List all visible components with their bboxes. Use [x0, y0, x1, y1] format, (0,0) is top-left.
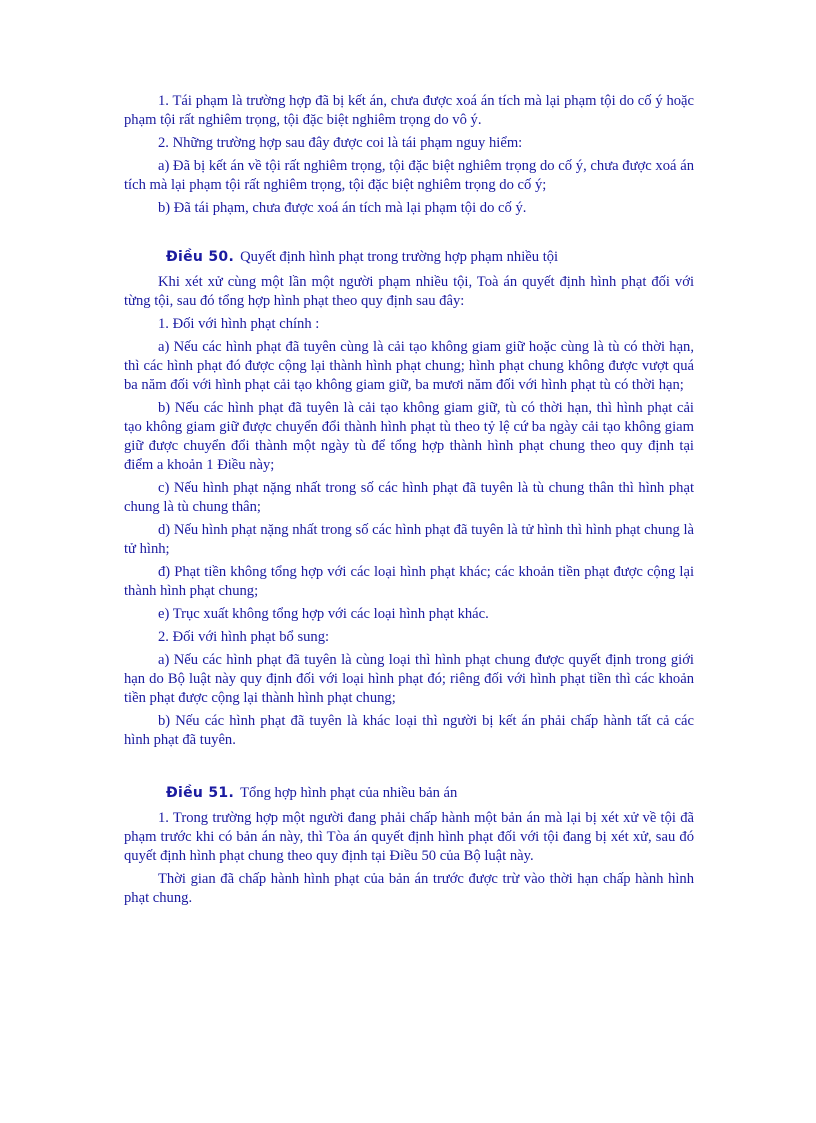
- article-heading-51: [124, 784, 694, 803]
- paragraph: e) Trục xuất không tổng hợp với các loại hình phạt khác.: [158, 606, 489, 622]
- paragraph: b) Nếu các hình phạt đã tuyên là khác loại thì người bị kết án phải chấp hành tất cả các hình phạt đã tuyên.: [124, 713, 694, 748]
- article-number: Điều 50.: [166, 249, 235, 265]
- paragraph: a) Nếu các hình phạt đã tuyên là cùng loại thì hình phạt chung được quyết định trong giới hạn do Bộ luật này quy định đối với loại hình phạt đó; riêng đối với hình phạt tiền thì các khoản tiền phạt được cộng lại thành hình phạt chung;: [124, 652, 694, 706]
- paragraph: 2. Những trường hợp sau đây được coi là tái phạm nguy hiểm:: [158, 135, 523, 151]
- paragraph: 1. Đối với hình phạt chính :: [158, 316, 320, 332]
- paragraph: 1. Tái phạm là trường hợp đã bị kết án, chưa được xoá án tích mà lại phạm tội do cố ý hoặc phạm tội rất nghiêm trọng, tội đặc biệt nghiêm trọng do vô ý.: [124, 93, 694, 128]
- paragraph: b) Đã tái phạm, chưa được xoá án tích mà lại phạm tội do cố ý.: [158, 200, 527, 216]
- paragraph: 1. Trong trường hợp một người đang phải chấp hành một bản án mà lại bị xét xử về tội đã phạm trước khi có bản án này, thì Tòa án quyết định hình phạt đối với tội đang bị xét xử, sau đó quyết định hình phạt chung theo quy định tại Điều 50 của Bộ luật này.: [124, 810, 694, 864]
- article-heading-50: [124, 248, 694, 267]
- paragraph: d) Nếu hình phạt nặng nhất trong số các hình phạt đã tuyên là tử hình thì hình phạt chung là tử hình;: [124, 522, 694, 557]
- paragraph: a) Nếu các hình phạt đã tuyên cùng là cải tạo không giam giữ hoặc cùng là tù có thời hạn, thì các hình phạt đó được cộng lại thành hình phạt chung; hình phạt chung không được vượt quá ba năm đối với hình phạt cải tạo không giam giữ, ba mươi năm đối với hình phạt tù có thời hạn;: [124, 339, 694, 393]
- paragraph: Thời gian đã chấp hành hình phạt của bản án trước được trừ vào thời hạn chấp hành hình phạt chung.: [124, 871, 694, 906]
- paragraph: b) Nếu các hình phạt đã tuyên là cải tạo không giam giữ, tù có thời hạn, thì hình phạt cải tạo không giam giữ được chuyển đổi thành hình phạt tù theo tỷ lệ cứ ba ngày cải tạo không giam giữ được chuyển đổi thành một ngày tù để tổng hợp thành hình phạt chung theo quy định tại điểm a khoản 1 Điều này;: [124, 400, 694, 473]
- document-page: [124, 92, 694, 912]
- article-number: Điều 51.: [166, 785, 235, 801]
- article-title: Tổng hợp hình phạt của nhiều bản án: [240, 785, 458, 801]
- paragraph: đ) Phạt tiền không tổng hợp với các loại hình phạt khác; các khoản tiền phạt được cộng lại thành hình phạt chung;: [124, 564, 694, 599]
- paragraph: a) Đã bị kết án về tội rất nghiêm trọng, tội đặc biệt nghiêm trọng do cố ý, chưa được xoá án tích mà lại phạm tội rất nghiêm trọng, tội đặc biệt nghiêm trọng do cố ý;: [124, 158, 694, 193]
- paragraph: Khi xét xử cùng một lần một người phạm nhiều tội, Toà án quyết định hình phạt đối với từng tội, sau đó tổng hợp hình phạt theo quy định sau đây:: [124, 274, 694, 309]
- paragraph: c) Nếu hình phạt nặng nhất trong số các hình phạt đã tuyên là tù chung thân thì hình phạt chung là tù chung thân;: [124, 480, 694, 515]
- paragraph: 2. Đối với hình phạt bổ sung:: [158, 629, 330, 645]
- article-title: Quyết định hình phạt trong trường hợp phạm nhiều tội: [240, 249, 559, 265]
